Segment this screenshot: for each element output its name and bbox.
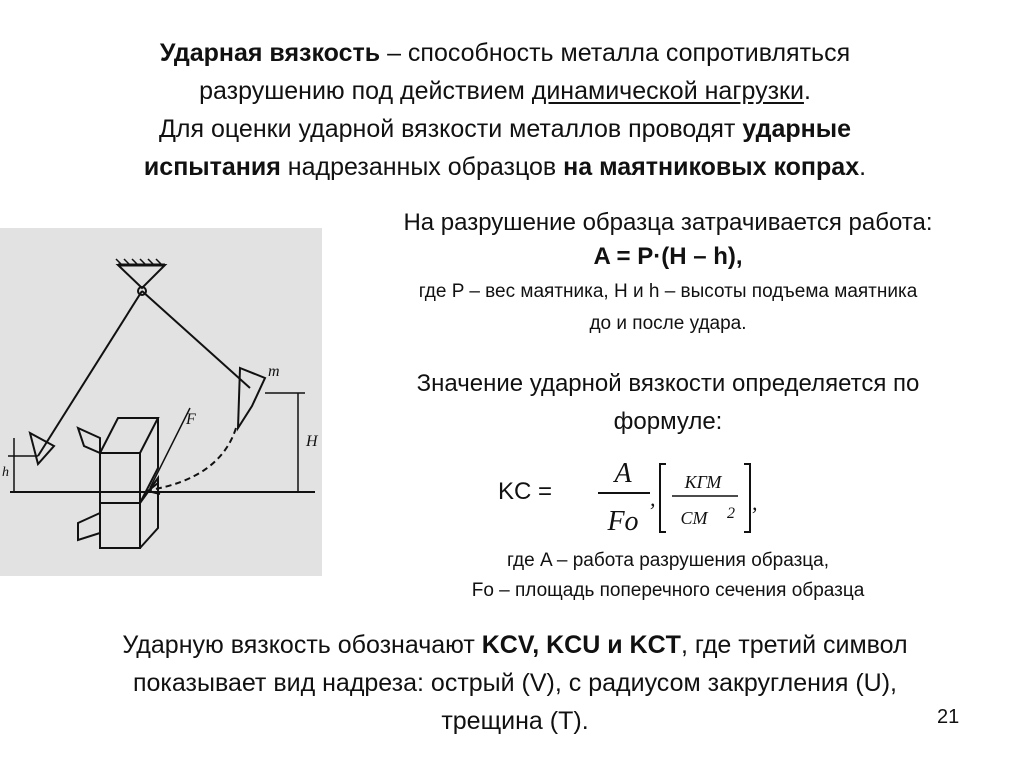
dynamic-load-text: динамической нагрузки xyxy=(531,77,804,105)
pendulum-arm-upper xyxy=(142,291,250,388)
unit-exponent: 2 xyxy=(727,505,735,522)
page-number: 21 xyxy=(937,706,960,728)
intro-line-1: Ударная вязкость – способность металла сопротивляться xyxy=(159,39,851,67)
kc-label: KC = xyxy=(498,478,553,505)
work-block xyxy=(318,206,1018,340)
intro-line-2: разрушению под действием динамической нагрузки. xyxy=(199,77,811,105)
designation-paragraph: Ударную вязкость обозначают KCV, KCU и KCT, где третий символ показывает вид надреза: острый (V), с радиусом закругления (U), трещина (Т). xyxy=(122,631,908,735)
bracket-left xyxy=(660,464,666,532)
specimen-upper xyxy=(100,453,140,503)
formula-work: A = P·(H – h), xyxy=(593,243,743,270)
intro-paragraph xyxy=(30,34,980,186)
kc-separator: , xyxy=(650,486,656,511)
pivot-support xyxy=(118,265,165,288)
kc-codes: KCV, KCU и KCT xyxy=(481,631,681,659)
label-m: m xyxy=(268,363,280,380)
kc-denominator: Fo xyxy=(607,506,639,537)
anvil-upper xyxy=(78,428,100,453)
work-explanation: где P – вес маятника, H и h – высоты подъема маятника до и после удара. xyxy=(418,281,918,334)
intro-line-3: Для оценки ударной вязкости металлов проводят ударные xyxy=(158,115,851,143)
label-F: F xyxy=(186,411,196,428)
kc-numerator: A xyxy=(614,458,632,489)
kc-fraction xyxy=(498,448,778,548)
hammer-upper xyxy=(238,368,265,428)
work-line-1: На разрушение образца затрачивается работа: xyxy=(403,209,933,236)
pendulum-diagram xyxy=(0,228,322,576)
specimen-lower xyxy=(100,503,140,548)
pendulum-arm-lower xyxy=(38,291,142,456)
kc-explanation: где A – работа разрушения образца, Fo – площадь поперечного сечения образца xyxy=(471,550,865,601)
unit-denominator: СМ xyxy=(680,508,708,528)
label-h: h xyxy=(2,465,9,480)
swing-path xyxy=(150,428,236,490)
kc-intro: Значение ударной вязкости определяется по формуле: xyxy=(416,370,920,435)
pendulum-drawing xyxy=(0,228,322,576)
impact-toughness-term: Ударная вязкость xyxy=(159,39,381,67)
bracket-right xyxy=(744,464,750,532)
label-H: H xyxy=(306,433,318,450)
kc-formula xyxy=(498,448,778,548)
unit-numerator: КГМ xyxy=(684,472,722,492)
anvil-lower xyxy=(78,513,100,540)
intro-line-4: испытания надрезанных образцов на маятниковых копрах. xyxy=(143,153,867,181)
kc-end-comma: , xyxy=(752,490,758,515)
